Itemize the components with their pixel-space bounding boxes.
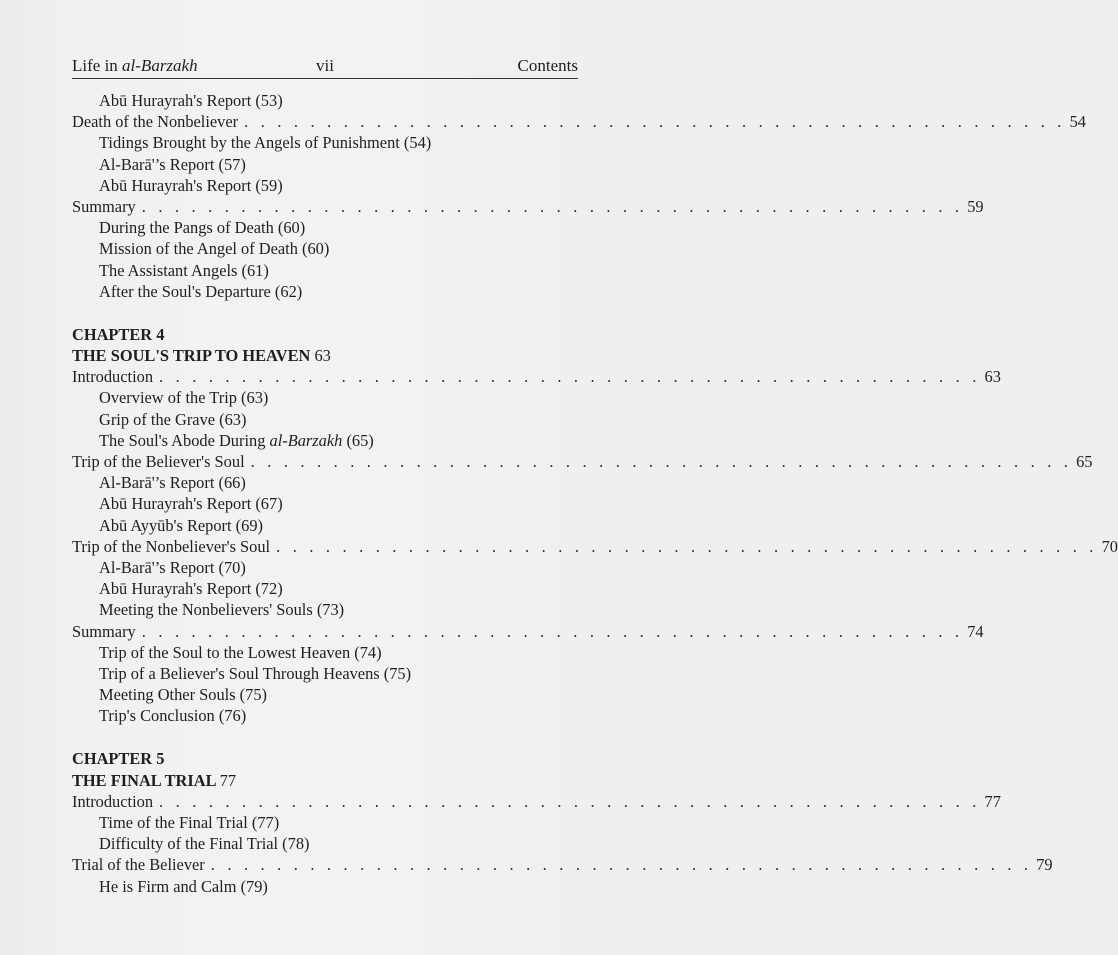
dot-leader: . . . . . . . . . . . . . . . . . . . . . . . . . . . . . . . . . . . . . . . . . . . . . . . . . . [210, 855, 1033, 875]
toc-subentry: Trip of the Soul to the Lowest Heaven (74) [99, 642, 382, 662]
chapter-title-text: THE SOUL'S TRIP TO HEAVEN [72, 346, 311, 366]
subentry-page: (65) [342, 430, 374, 450]
header-page-number: vii [316, 56, 334, 75]
spacer [72, 726, 578, 748]
toc-subentry: The Assistant Angels (61) [99, 260, 269, 280]
toc-entry-page: 54 [1069, 112, 1086, 132]
toc-entry-page: 63 [984, 367, 1001, 387]
toc-subentry: Abū Hurayrah's Report (72) [99, 579, 283, 599]
toc-entry-page: 59 [967, 196, 984, 216]
dot-leader: . . . . . . . . . . . . . . . . . . . . . . . . . . . . . . . . . . . . . . . . . . . . . . . . . . [141, 621, 964, 641]
toc-subentry: Al-Barā'’s Report (70) [99, 557, 246, 577]
dot-leader: . . . . . . . . . . . . . . . . . . . . . . . . . . . . . . . . . . . . . . . . . . . . . . . . . . [276, 536, 1098, 556]
toc-subentry: Abū Hurayrah's Report (59) [99, 175, 283, 195]
toc-entry [72, 111, 1086, 132]
chapter-page: 77 [219, 770, 237, 790]
subentry-text: The Soul's Abode During [99, 430, 270, 450]
toc-subentry: He is Firm and Calm (79) [99, 876, 268, 896]
toc-subentry: During the Pangs of Death (60) [99, 218, 306, 238]
toc-entry-title: Introduction [72, 367, 154, 387]
toc-subentry: After the Soul's Departure (62) [99, 281, 303, 301]
dot-leader: . . . . . . . . . . . . . . . . . . . . . . . . . . . . . . . . . . . . . . . . . . . . . . . . . . [159, 791, 981, 811]
toc-subentry: Abū Hurayrah's Report (67) [99, 494, 283, 514]
running-header [72, 52, 578, 79]
chapter-page: 63 [314, 346, 331, 366]
toc-subentry: Abū Ayyūb's Report (69) [99, 515, 263, 535]
toc-entry-title: Death of the Nonbeliever [72, 112, 239, 132]
table-of-contents [72, 90, 1118, 897]
toc-subentry: Grip of the Grave (63) [99, 409, 247, 429]
toc-entry-page: 79 [1036, 855, 1053, 875]
toc-subentry: Meeting the Nonbelievers' Souls (73) [99, 600, 345, 620]
toc-subentry: Tidings Brought by the Angels of Punishment (54) [99, 133, 432, 153]
toc-subentry: Abū Hurayrah's Report (53) [99, 91, 283, 110]
toc-subentry: Trip of a Believer's Soul Through Heavens (75) [99, 663, 412, 683]
toc-subentry [72, 430, 578, 451]
chapter-4-label: CHAPTER 4 [72, 324, 165, 344]
toc-subentry: Meeting Other Souls (75) [99, 685, 267, 705]
header-title-italic: al-Barzakh [122, 56, 198, 75]
toc-entry-page: 70 [1101, 536, 1118, 556]
header-section: Contents [517, 56, 578, 75]
toc-subentry: Al-Barā'’s Report (66) [99, 473, 246, 493]
toc-entry [72, 451, 1093, 472]
dot-leader: . . . . . . . . . . . . . . . . . . . . . . . . . . . . . . . . . . . . . . . . . . . . . . . . . . [250, 452, 1073, 471]
header-title-prefix: Life in [72, 56, 123, 75]
chapter-5-label: CHAPTER 5 [72, 749, 165, 769]
toc-entry-title: Trial of the Believer [72, 855, 205, 875]
toc-subentry: Mission of the Angel of Death (60) [99, 239, 330, 259]
subentry-italic: al-Barzakh [269, 430, 343, 450]
header-book-title [72, 56, 198, 76]
toc-entry-page: 65 [1076, 452, 1093, 471]
dot-leader: . . . . . . . . . . . . . . . . . . . . . . . . . . . . . . . . . . . . . . . . . . . . . . . . . . [244, 112, 1066, 132]
toc-entry [72, 854, 1053, 875]
toc-entry-title: Summary [72, 196, 136, 216]
toc-subentry: Time of the Final Trial (77) [99, 813, 280, 832]
chapter-5-title [72, 770, 578, 791]
toc-entry-title: Summary [72, 621, 136, 641]
toc-entry-page: 74 [967, 621, 984, 641]
toc-entry-title: Trip of the Believer's Soul [72, 452, 245, 471]
chapter-title-text: THE FINAL TRIAL [72, 770, 216, 790]
toc-entry-title: Introduction [72, 791, 154, 811]
toc-entry [72, 366, 1001, 387]
toc-entry [72, 536, 1118, 557]
toc-entry-page: 77 [984, 791, 1001, 811]
dot-leader: . . . . . . . . . . . . . . . . . . . . . . . . . . . . . . . . . . . . . . . . . . . . . . . . . . [159, 367, 981, 387]
spacer [72, 302, 578, 324]
dot-leader: . . . . . . . . . . . . . . . . . . . . . . . . . . . . . . . . . . . . . . . . . . . . . . . . . . [141, 196, 964, 216]
toc-subentry: Overview of the Trip (63) [99, 388, 269, 408]
toc-entry [72, 196, 984, 217]
toc-entry [72, 791, 1001, 812]
toc-entry [72, 621, 984, 642]
toc-subentry: Difficulty of the Final Trial (78) [99, 834, 310, 854]
toc-subentry: Al-Barā'’s Report (57) [99, 154, 246, 174]
toc-subentry: Trip's Conclusion (76) [99, 706, 247, 726]
toc-entry-title: Trip of the Nonbeliever's Soul [72, 536, 271, 556]
chapter-4-title [72, 345, 578, 366]
